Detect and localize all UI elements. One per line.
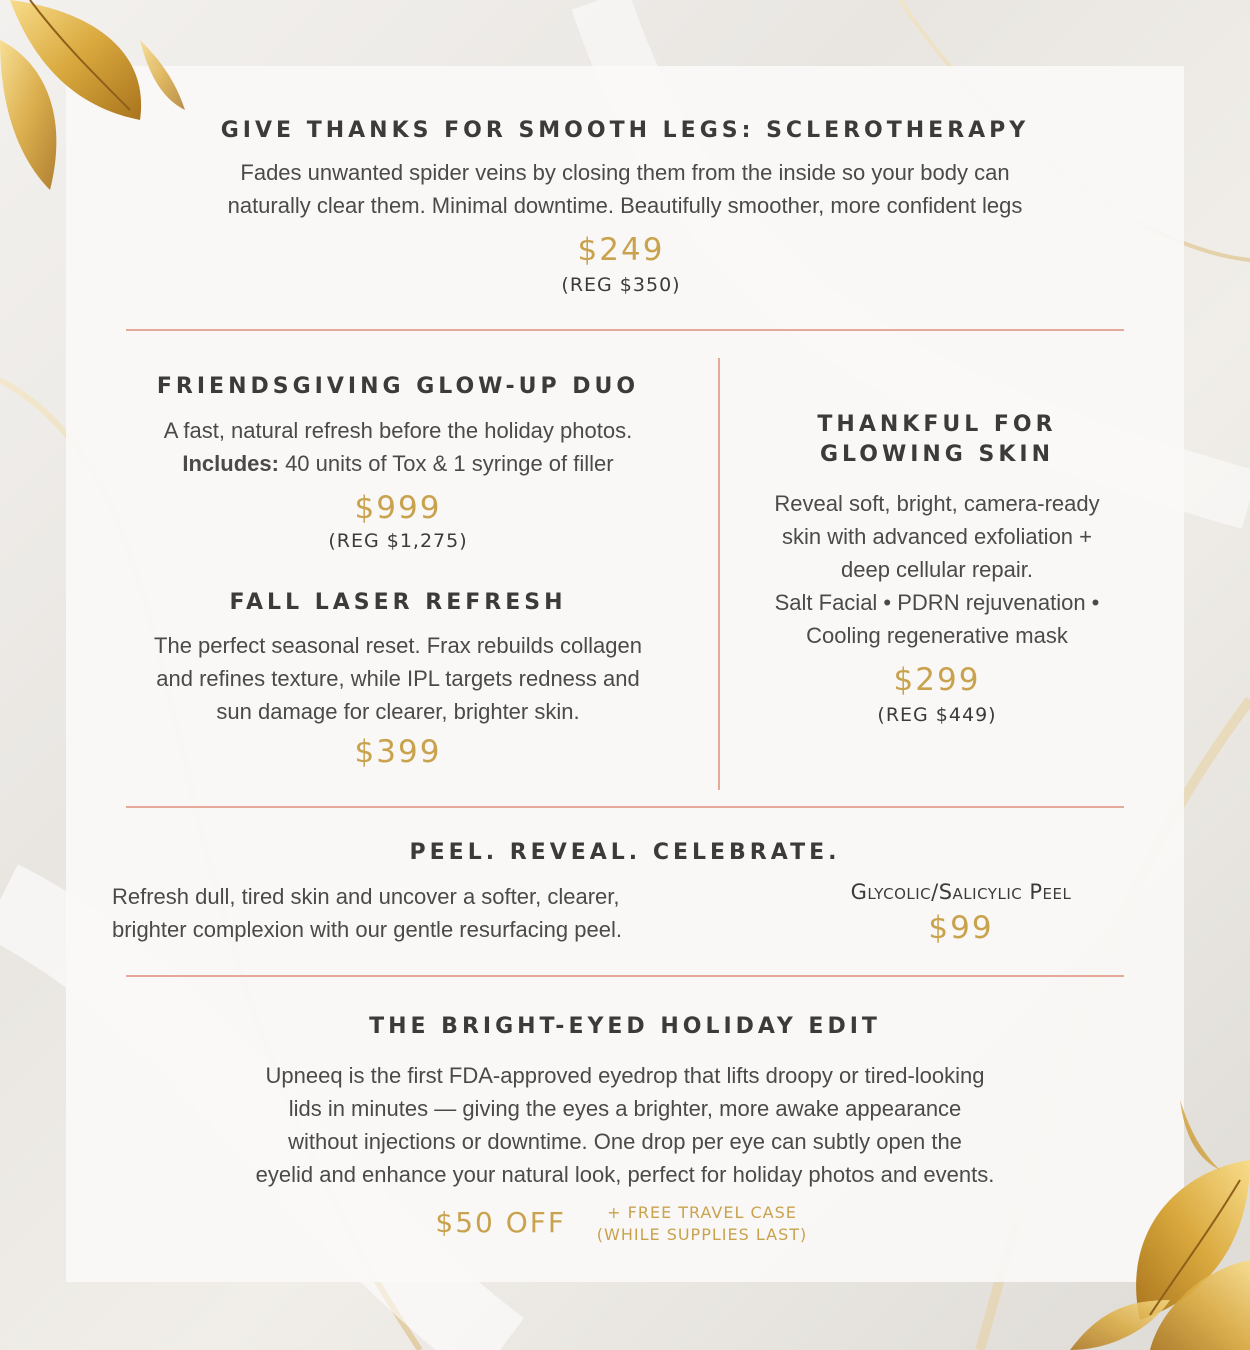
fall-laser-price: $399 [354,734,442,770]
upneeq-desc-line: lids in minutes — giving the eyes a brighter, more awake appearance [288,1096,962,1121]
includes-text: 40 units of Tox & 1 syringe of filler [278,451,614,476]
divider [126,329,1124,331]
peel-description [112,880,812,946]
column-divider [718,358,720,790]
glowing-skin-desc-line: deep cellular repair. [840,557,1033,582]
upneeq-extra-line: + FREE TRAVEL CASE [607,1203,797,1222]
content-panel [66,66,1184,1282]
peel-product: Glycolic/Salicylic Peel [850,880,1072,904]
glowing-skin-title-line: GLOWING SKIN [819,442,1055,467]
gold-leaf-icon [0,0,190,200]
divider [126,975,1124,977]
sclerotherapy-price: $249 [577,232,665,268]
friendsgiving-desc-line: A fast, natural refresh before the holiday photos. [163,418,633,443]
upneeq-description [66,1059,1184,1191]
upneeq-desc-line: eyelid and enhance your natural look, perfect for holiday photos and events. [255,1162,995,1187]
glowing-skin-title [736,410,1138,470]
friendsgiving-regular-price: (REG $1,275) [328,530,468,552]
peel-desc-line: Refresh dull, tired skin and uncover a softer, clearer, [112,884,620,909]
sclerotherapy-description [66,156,1184,222]
upneeq-extra-line: (WHILE SUPPLIES LAST) [596,1225,808,1244]
peel-price: $99 [928,910,994,946]
glowing-skin-desc-line: Salt Facial • PDRN rejuvenation • [774,590,1100,615]
sclerotherapy-regular-price: (REG $350) [561,274,681,296]
peel-desc-line: brighter complexion with our gentle resurfacing peel. [112,917,622,942]
fall-laser-description [66,629,730,728]
includes-label: Includes: [182,451,279,476]
upneeq-title: THE BRIGHT-EYED HOLIDAY EDIT [369,1014,881,1039]
fall-laser-desc-line: sun damage for clearer, brighter skin. [216,699,580,724]
peel-title: PEEL. REVEAL. CELEBRATE. [409,840,841,865]
divider [126,806,1124,808]
upneeq-desc-line: Upneeq is the first FDA-approved eyedrop that lifts droopy or tired-looking [265,1063,985,1088]
gold-leaf-icon [1060,1100,1250,1350]
sclerotherapy-title: GIVE THANKS FOR SMOOTH LEGS: SCLEROTHERAPY [220,118,1030,143]
glowing-skin-price: $299 [893,662,981,698]
upneeq-desc-line: without injections or downtime. One drop per eye can subtly open the [288,1129,962,1154]
fall-laser-desc-line: and refines texture, while IPL targets redness and [156,666,640,691]
glowing-skin-regular-price: (REG $449) [877,704,997,726]
friendsgiving-price: $999 [354,490,442,526]
friendsgiving-includes [66,447,730,480]
glowing-skin-desc-line: Reveal soft, bright, camera-ready [774,491,1100,516]
sclerotherapy-desc-line: Fades unwanted spider veins by closing them from the inside so your body can [240,160,1010,185]
friendsgiving-title: FRIENDSGIVING GLOW-UP DUO [156,374,640,399]
sclerotherapy-desc-line: naturally clear them. Minimal downtime. Beautifully smoother, more confident legs [227,193,1023,218]
fall-laser-desc-line: The perfect seasonal reset. Frax rebuilds collagen [154,633,642,658]
glowing-skin-desc-line: Cooling regenerative mask [806,623,1068,648]
glowing-skin-title-line: THANKFUL FOR [817,412,1057,437]
upneeq-extra [572,1202,832,1246]
fall-laser-title: FALL LASER REFRESH [229,590,567,615]
upneeq-offer: $50 OFF [435,1206,566,1239]
glowing-skin-description [736,487,1138,652]
friendsgiving-description [66,414,730,480]
glowing-skin-desc-line: skin with advanced exfoliation + [781,524,1093,549]
